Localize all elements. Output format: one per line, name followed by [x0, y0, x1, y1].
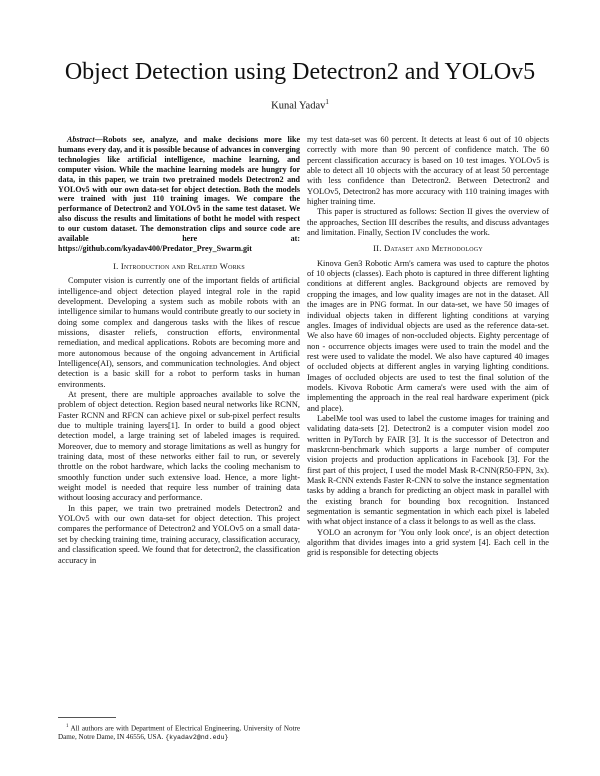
intro-continued-paragraph: my test data-set was 60 percent. It detects at least 6 out of 10 objects correctly with more than 90 percent of confidence match. The 60 percent classification accuracy is based on 10 test images. YOLOv5 is able to detect all 10 objects with the accuracy of at least 50 percentage with less confidence than Detectron2. Between Detectron2 and YOLOv5, Detectron2 has more accuracy with 110 training images with higher training time. [307, 135, 549, 207]
footnote-mark: 1 [66, 724, 69, 729]
author-footnote-mark: 1 [325, 98, 329, 106]
paper-title: Object Detection using Detectron2 and YOLOv5 [64, 59, 536, 85]
section-1-paragraph-1: Computer vision is currently one of the important fields of artificial intelligence-and object detection played integral role in the rapid development. Developing a system such as mobile robots with an intelligence similar to humans would contribute greatly to our society in doing some complex and dangerous tasks with the likes of rescue missions, disaster reliefs, construction efforts, environmental remediation, and medical applications. Robots are becoming more and more autonomous because of the ongoing advancement in Artificial Intelligence(AI), sensors, and communication technologies. And object detection is a basic skill for a robot to perform tasks in human environments. [58, 276, 300, 389]
left-column [58, 135, 300, 566]
author-name: Kunal Yadav [271, 100, 326, 112]
right-column [307, 135, 549, 559]
abstract-text: —Robots see, analyze, and make decisions more like humans every day, and it is possible because of advances in converging technologies like artificial intelligence, machine learning, and computer vision. While the machine learning models are hungry for data, in this paper, we train two pretrained models Detectron2 and YOLOv5 with our own data-set for object detection. Both the models were trained with just 110 training images. We compare the performance of Detectron2 and YOLOv5 in the same test dataset. We also discuss the results and limitations of botht he model with respect to our custom dataset. The demonstration clips and source code are available here at: https://github.com/kyadav400/Predator_Prey_Swarm.git [58, 135, 300, 253]
section-2-paragraph-1: Kinova Gen3 Robotic Arm's camera was used to capture the photos of 10 objects (classes). Each photo is captured in three different lighting conditions at different angles. Background objects are removed by cropping the images, and low quality images are not in the dataset. All the images are in PNG format. In our data-set, we have 50 images of individual objects taken in different lighting conditions at varying angles. Images of individual objects are used as the reference data-set. We also have 60 images of non-occluded objects. Eighty percentage of non - occurrence objects images were used to train the model and the rest were used to validate the model. We also have captured 40 images of occluded objects at different angles in varying lighting conditions. Images of occluded objects are used to test the final solution of the models. Kivova Robotic Arm camera's were used with the aim of implementing the approach in the real real hardware experiment (pick and place). [307, 258, 549, 413]
section-1-heading: I. Introduction and Related Works [113, 260, 245, 271]
footnote-text: All authors are with Department of Electrical Engineering, University of Notre Dame, Notre Dame, IN 46556, USA. [58, 724, 300, 742]
structure-paragraph: This paper is structured as follows: Section II gives the overview of the approaches, Section III describes the results, and discuss advantages and limitation. Finally, Section IV concludes the work. [307, 207, 549, 238]
section-1-paragraph-2: At present, there are multiple approaches available to solve the problem of object detection. Region based neural networks like RCNN, Faster RCNN and RFCN can achieve pixel or sub-pixel perfect results due to multiple training layers[1]. In order to build a good object detection model, a large training set of labeled images is required. Moreover, due to memory and storage limitations as well as hungry for training data, most of these networks either fail to run, or severely throttle on the robot hardware, which lacks the cooling mechanism to smoothly function under such extensive load. Hence, a more light-weight model is needed that require less number of training data without loosing accuracy and performance. [58, 390, 300, 503]
footnote-rule [58, 717, 116, 718]
abstract [58, 135, 300, 254]
section-2-heading: II. Dataset and Methodology [373, 243, 483, 254]
author-line [0, 98, 600, 112]
section-1-paragraph-3: In this paper, we train two pretrained models Detectron2 and YOLOv5 with our own data-set for object detection. This project compares the performance of Detectron2 and YOLOv5 on a small data-set by checking training time, training accuracy, classification accuracy, and classification speed. We found that for detectron2, the classification accuracy in [58, 503, 300, 565]
footnote-email: {kyadav2@nd.edu} [165, 734, 229, 742]
section-2-paragraph-3: YOLO an acronym for 'You only look once', is an object detection algorithm that divides images into a grid system [4]. Each cell in the grid is responsible for detecting objects [307, 527, 549, 558]
section-2-paragraph-2: LabelMe tool was used to label the custome images for training and validating data-sets [2]. Detectron2 is a computer vision model zoo written in PyTorch by FAIR [3]. It is the successor of Detectron and maskrcnn-benchmark which supports a large number of computer vision projects and production applications in Facebook [3]. For the first part of this project, I used the model Mask R-CNN(R50-FPN, 3x). Mask R-CNN extends Faster R-CNN to solve the instance segmentation tasks by adding a branch for predicting an object mask in parallel with the existing branch for bounding box recognition. Instanced segmentation is semantic segmentation in which each pixel is labeled with what object instance of a class it belongs to as well as the class. [307, 413, 549, 527]
abstract-label: Abstract [67, 135, 95, 144]
footnote [58, 723, 300, 743]
